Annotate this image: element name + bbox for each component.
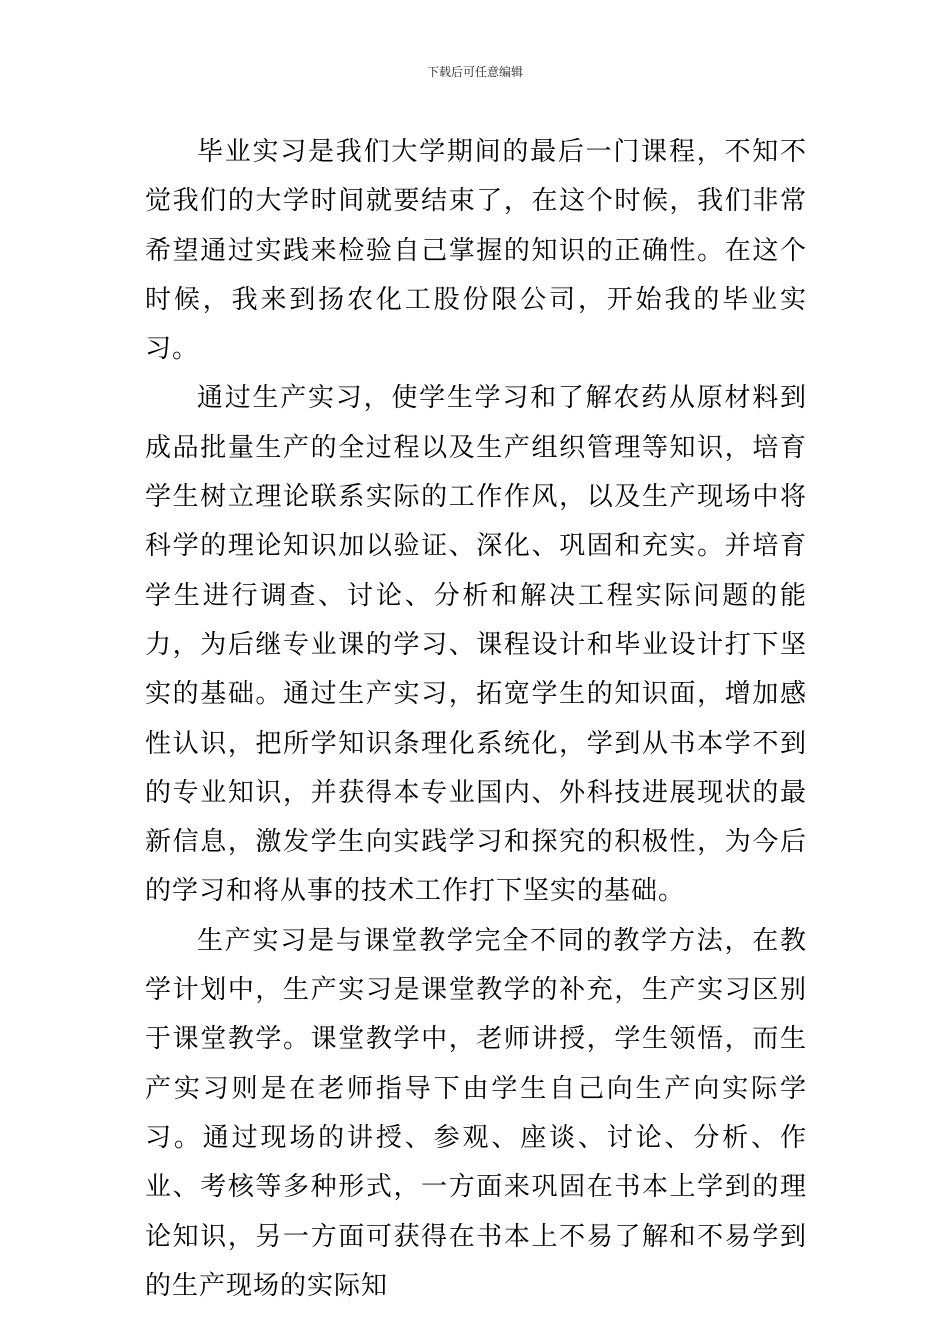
paragraph-3: 生产实习是与课堂教学完全不同的教学方法，在教学计划中，生产实习是课堂教学的补充，生产实习区别于课堂教学。课堂教学中，老师讲授，学生领悟，而生产实习则是在老师指导下由学生自己向生产向实际学习。通过现场的讲授、参观、座谈、讨论、分析、作业、考核等多种形式，一方面来巩固在书本上学到的理论知识，另一方面可获得在书本上不易了解和不易学到的生产现场的实际知	[145, 925, 807, 1301]
paragraph-2: 通过生产实习，使学生学习和了解农药从原材料到成品批量生产的全过程以及生产组织管理等知识，培育学生树立理论联系实际的工作作风，以及生产现场中将科学的理论知识加以验证、深化、巩固和充实。并培育学生进行调查、讨论、分析和解决工程实际问题的能力，为后继专业课的学习、课程设计和毕业设计打下坚实的基础。通过生产实习，拓宽学生的知识面，增加感性认识，把所学知识条理化系统化，学到从书本学不到的专业知识，并获得本专业国内、外科技进展现状的最新信息，激发学生向实践学习和探究的积极性，为今后的学习和将从事的技术工作打下坚实的基础。	[145, 383, 807, 907]
paragraph-1: 毕业实习是我们大学期间的最后一门课程，不知不觉我们的大学时间就要结束了，在这个时候，我们非常希望通过实践来检验自己掌握的知识的正确性。在这个时候，我来到扬农化工股份限公司，开始我的毕业实习。	[145, 137, 807, 365]
document-body	[145, 128, 807, 1311]
page-header: 下载后可任意编辑	[426, 65, 523, 79]
